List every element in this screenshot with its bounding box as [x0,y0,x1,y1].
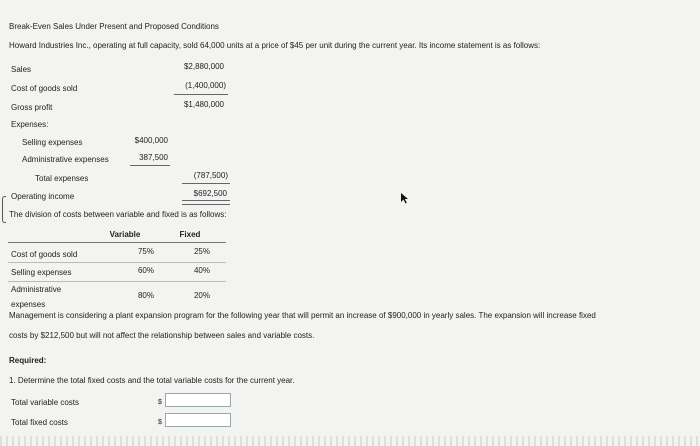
cogs-underline [174,94,228,95]
selling-expenses-value: $400,000 [134,136,168,145]
expenses-label: Expenses: [11,120,49,129]
management-text-line-2: costs by $212,500 but will not affect the relationship between sales and variable costs. [9,331,315,340]
operating-income-value: $692,500 [193,189,227,198]
cogs-value: (1,400,000) [185,81,226,90]
cogs-label: Cost of goods sold [11,84,78,93]
gross-profit-label: Gross profit [11,103,53,112]
total-fixed-costs-input[interactable] [165,413,231,427]
selling-expenses-label: Selling expenses [22,138,83,147]
admin-underline [130,165,170,166]
admin-expenses-label: Administrative expenses [22,155,109,164]
total-expenses-value: (787,500) [193,171,228,180]
table-row-selling-fixed: 40% [193,266,210,275]
total-fixed-costs-label: Total fixed costs [11,418,68,427]
table-row-admin-label-1: Administrative [11,285,62,294]
variable-header: Variable [109,230,141,239]
gross-profit-value: $1,480,000 [183,100,224,109]
sales-value: $2,880,000 [183,62,224,71]
problem-title: Break-Even Sales Under Present and Proposed Conditions [9,22,219,31]
operating-income-label: Operating income [11,192,75,201]
required-label: Required: [9,356,47,365]
table-row-divider [8,262,226,263]
total-expenses-label: Total expenses [35,174,89,183]
table-row-admin-label-2: expenses [11,300,46,309]
table-row-divider [8,281,226,282]
operating-double-underline [182,200,230,205]
total-variable-costs-label: Total variable costs [11,398,80,407]
division-text: The division of costs between variable and fixed is as follows: [9,210,227,219]
table-row-selling-label: Selling expenses [11,268,72,277]
total-variable-currency: $ [158,399,162,406]
table-header-rule [8,242,226,243]
table-row-cogs-variable: 75% [137,247,154,256]
question-1: 1. Determine the total fixed costs and the total variable costs for the current year. [9,376,295,385]
table-row-admin-variable: 80% [137,291,154,300]
table-row-admin-fixed: 20% [193,291,210,300]
table-row-selling-variable: 60% [137,266,154,275]
bracket-mark [2,196,6,223]
admin-expenses-value: 387,500 [139,153,168,162]
total-underline [182,183,230,184]
fixed-header: Fixed [179,230,201,239]
cut-off-row [0,436,700,446]
total-fixed-currency: $ [158,419,162,426]
management-text-line-1: Management is considering a plant expansion program for the following year that will permit an increase of $900,000 in yearly sales. The expansion will increase fixed [9,311,596,320]
mouse-cursor-icon [401,193,409,204]
intro-text: Howard Industries Inc., operating at full capacity, sold 64,000 units at a price of $45 per unit during the current year. Its income statement is as follows: [9,41,541,50]
sales-label: Sales [11,65,32,74]
total-variable-costs-input[interactable] [165,393,231,407]
table-row-cogs-label: Cost of goods sold [11,250,78,259]
table-row-cogs-fixed: 25% [193,247,210,256]
